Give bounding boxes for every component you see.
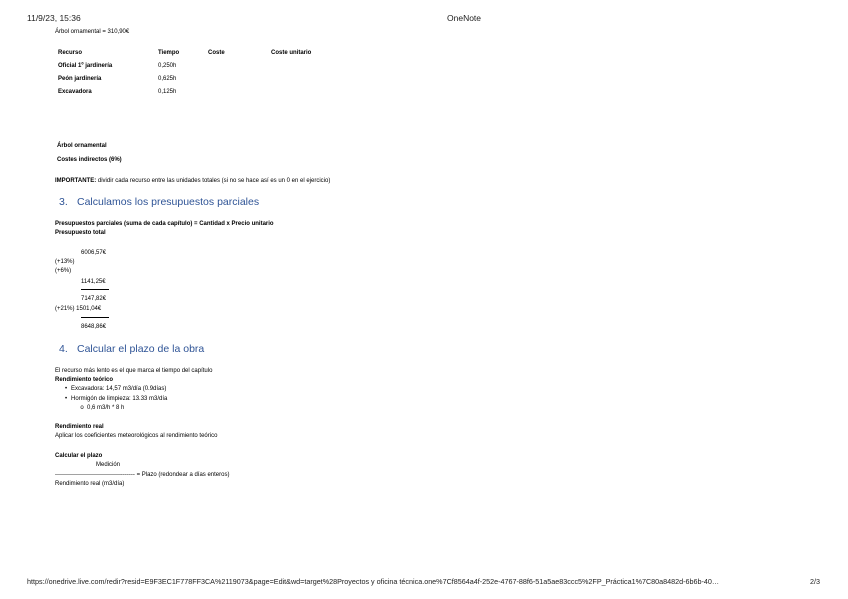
calc-separator	[81, 287, 109, 293]
hollow-bullet-icon: o	[80, 405, 84, 411]
medicion-label: Medición	[96, 462, 121, 468]
importante-text: dividir cada recurso entre las unidades totales (si no se hace así es un 0 en el ejercicio)	[96, 178, 331, 184]
presupuesto-total-label: Presupuesto total	[55, 230, 106, 236]
calc-value-subtotal: 7147,82€	[81, 296, 107, 302]
recurso-lento-line: El recurso más lento es el que marca el tiempo del capítulo	[55, 368, 213, 374]
calc-pct-21: (+21%) 1501,04€	[55, 306, 102, 312]
print-datetime: 11/9/23, 15:36	[27, 13, 81, 23]
calc-pct-6: (+6%)	[55, 268, 72, 274]
print-url: https://onedrive.live.com/redir?resid=E9F3EC1F778FF3CA%2119073&page=Edit&wd=target%28Proyectos y oficina técnica.one%7Cf8564a4f-252e-4767-88f6-51a5ae83ccc5%2FP_Práctica1%7C80a8482d-6b6b-40…	[27, 577, 720, 586]
table-cell-tiempo: 0,625h	[158, 76, 177, 82]
rendimiento-teorico-label: Rendimiento teórico	[55, 377, 114, 383]
section-4-number: 4.	[59, 343, 68, 355]
plazo-fraction-line: ---------------------------------------- = Plazo (redondear a días enteros)	[55, 472, 230, 478]
bullet-icon: •	[64, 386, 68, 392]
section-3-heading	[59, 197, 259, 208]
section-3-title: Calculamos los presupuestos parciales	[77, 196, 260, 208]
section-4-title: Calcular el plazo de la obra	[77, 343, 205, 355]
arbol-total-line: Árbol ornamental = 310,90€	[55, 29, 130, 35]
rendimiento-real-label: Rendimiento real	[55, 424, 104, 430]
presupuestos-parciales-line: Presupuestos parciales (suma de cada capítulo) = Cantidad x Precio unitario	[55, 221, 274, 227]
table-cell-recurso: Peón jardinería	[58, 76, 102, 82]
list-item: • Hormigón de limpieza: 13.33 m3/día	[61, 396, 167, 402]
print-page-number: 2/3	[810, 577, 820, 586]
calc-pct-13: (+13%)	[55, 259, 75, 265]
section-4-heading	[59, 344, 204, 355]
importante-note	[55, 178, 330, 184]
calc-value-base: 6006,57€	[81, 250, 107, 256]
aplicar-coeficientes-line: Aplicar los coeficientes meteorológicos al rendimiento teórico	[55, 433, 218, 439]
table-header-recurso: Recurso	[58, 50, 83, 56]
table-cell-tiempo: 0,125h	[158, 89, 177, 95]
calc-separator	[81, 315, 109, 321]
list-item: o 0,6 m3/h * 8 h	[77, 405, 124, 411]
table-cell-recurso: Oficial 1º jardinería	[58, 63, 113, 69]
costes-indirectos-label: Costes indirectos (6%)	[57, 157, 122, 163]
table-header-tiempo: Tiempo	[158, 50, 180, 56]
calc-value-increments: 1141,25€	[81, 279, 106, 285]
table-cell-tiempo: 0,250h	[158, 63, 177, 69]
importante-label: IMPORTANTE:	[55, 178, 97, 184]
table-header-coste: Coste	[208, 50, 225, 56]
calcular-plazo-label: Calcular el plazo	[55, 453, 103, 459]
calc-value-total: 8648,86€	[81, 324, 107, 330]
table-cell-recurso: Excavadora	[58, 89, 92, 95]
list-item: • Excavadora: 14,57 m3/día (0.9días)	[61, 386, 166, 392]
table-header-coste-unitario: Coste unitario	[271, 50, 312, 56]
print-app-title: OneNote	[447, 13, 482, 23]
rendimiento-real-unit: Rendimiento real (m3/día)	[55, 481, 125, 487]
bullet-icon: •	[64, 396, 68, 402]
section-3-number: 3.	[59, 196, 68, 208]
arbol-label: Árbol ornamental	[57, 143, 107, 149]
